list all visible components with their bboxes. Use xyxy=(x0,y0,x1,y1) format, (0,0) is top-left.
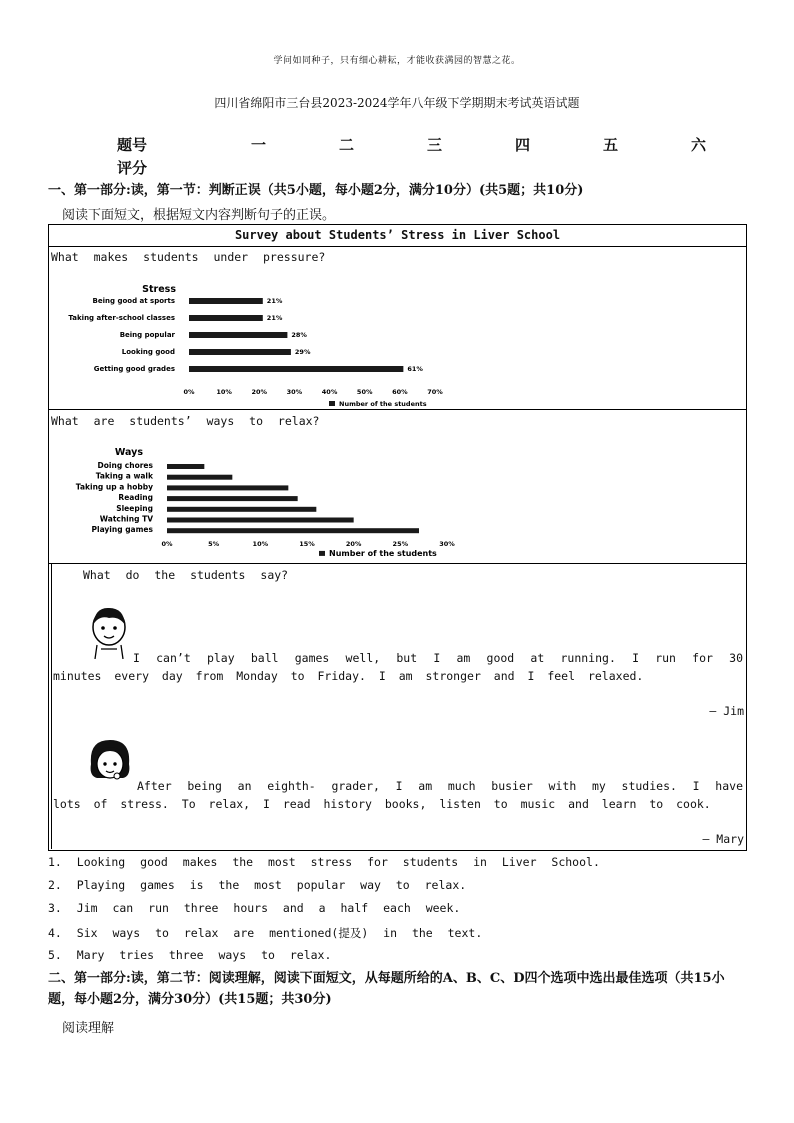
bar xyxy=(167,507,316,512)
section2-subheading: 阅读理解 xyxy=(62,1021,115,1036)
category-label: Looking good xyxy=(121,348,175,356)
section1-heading: 一、第一部分:读，第一节：判断正误（共5小题，每小题2分，满分10分）(共5题；共10分) xyxy=(48,183,584,198)
legend-swatch xyxy=(319,551,325,556)
legend-label: Number of the students xyxy=(339,400,427,408)
legend-label: Number of the students xyxy=(329,548,437,558)
tick-label: 60% xyxy=(392,388,408,396)
statement-1: 1. Looking good makes the most stress for students in Liver School. xyxy=(48,855,600,869)
score-row-label: 评分 xyxy=(117,159,148,177)
survey-question-2: What are students’ ways to relax? xyxy=(51,414,320,428)
mary-signature: — Mary xyxy=(702,832,744,846)
statement-3: 3. Jim can run three hours and a half each week. xyxy=(48,901,461,915)
tick-label: 5% xyxy=(208,539,220,548)
statement-5: 5. Mary tries three ways to relax. xyxy=(48,948,332,962)
tick-label: 30% xyxy=(286,388,303,396)
statement-2: 2. Playing games is the most popular way to relax. xyxy=(48,878,467,892)
value-label: 21% xyxy=(266,314,283,322)
bar xyxy=(189,332,287,338)
tick-label: 0% xyxy=(161,539,173,548)
bar xyxy=(167,528,419,533)
section1-instruction: 阅读下面短文，根据短文内容判断句子的正误。 xyxy=(62,208,336,223)
divider xyxy=(49,563,746,564)
exam-title: 四川省绵阳市三台县2023-2024学年八年级下学期期末考试英语试题 xyxy=(214,96,580,110)
category-label: Taking up a hobby xyxy=(75,482,153,492)
header-motto: 学问如同种子，只有细心耕耘，才能收获满园的智慧之花。 xyxy=(273,56,521,66)
chart-title: Stress xyxy=(142,284,176,295)
survey-title: Survey about Students’ Stress in Liver School xyxy=(49,225,746,247)
value-label: 61% xyxy=(407,365,423,373)
category-label: Playing games xyxy=(91,525,153,535)
legend-swatch xyxy=(329,401,335,406)
category-label: Getting good grades xyxy=(93,365,175,373)
value-label: 21% xyxy=(266,297,283,305)
category-label: Sleeping xyxy=(116,503,153,513)
tick-label: 25% xyxy=(392,539,409,548)
section2-heading: 二、第一部分:读，第二节：阅读理解，阅读下面短文，从每题所给的A、B、C、D四个选项中选出最佳选项（共15小题，每小题2分，满分30分）(共15题；共30分) xyxy=(48,971,725,1007)
jim-quote: I can’t play ball games well, but I am good at running. I run for 30 minutes every day from Monday to Friday. I am stronger and I feel relaxed. xyxy=(53,651,743,683)
survey-question-1: What makes students under pressure? xyxy=(51,250,326,264)
divider xyxy=(49,409,746,410)
category-label: Reading xyxy=(118,493,153,503)
score-row-label: 题号 xyxy=(117,136,148,154)
score-col: 六 xyxy=(691,136,707,154)
survey-box xyxy=(48,224,747,851)
tick-label: 20% xyxy=(251,388,268,396)
bar xyxy=(167,464,204,469)
inner-border xyxy=(51,563,52,849)
ways-chart xyxy=(51,443,471,563)
category-label: Taking a walk xyxy=(95,471,153,481)
bar xyxy=(167,475,232,480)
statement-4: 4. Six ways to relax are mentioned(提及) in the text. xyxy=(48,926,483,940)
tick-label: 10% xyxy=(216,388,232,396)
score-col: 三 xyxy=(427,136,443,154)
bar xyxy=(189,315,263,321)
tick-label: 50% xyxy=(356,388,373,396)
tick-label: 10% xyxy=(252,539,269,548)
chart-title: Ways xyxy=(114,447,143,458)
tick-label: 15% xyxy=(299,539,315,548)
category-label: Being good at sports xyxy=(92,297,175,305)
value-label: 29% xyxy=(294,348,311,356)
value-label: 28% xyxy=(291,331,307,339)
tick-label: 70% xyxy=(427,388,443,396)
bar xyxy=(167,518,354,523)
score-col: 二 xyxy=(339,136,355,154)
score-col: 一 xyxy=(251,136,267,154)
score-col: 五 xyxy=(603,136,619,154)
survey-question-3: What do the students say? xyxy=(83,568,289,582)
bar xyxy=(167,485,288,490)
bar xyxy=(189,366,403,372)
stress-chart xyxy=(51,277,471,412)
score-col: 四 xyxy=(515,136,531,154)
bar xyxy=(189,298,263,304)
bar xyxy=(167,496,298,501)
jim-signature: — Jim xyxy=(709,704,744,718)
mary-quote: After being an eighth- grader, I am much busier with my studies. I have lots of stress. To relax, I read history books, listen to music and learn to cook. xyxy=(53,779,743,811)
tick-label: 20% xyxy=(345,539,362,548)
tick-label: 30% xyxy=(439,539,455,548)
bar xyxy=(189,349,291,355)
category-label: Being popular xyxy=(119,331,175,339)
category-label: Taking after-school classes xyxy=(68,314,175,322)
tick-label: 40% xyxy=(321,388,338,396)
category-label: Doing chores xyxy=(97,461,153,470)
tick-label: 0% xyxy=(183,388,195,396)
category-label: Watching TV xyxy=(99,514,153,524)
